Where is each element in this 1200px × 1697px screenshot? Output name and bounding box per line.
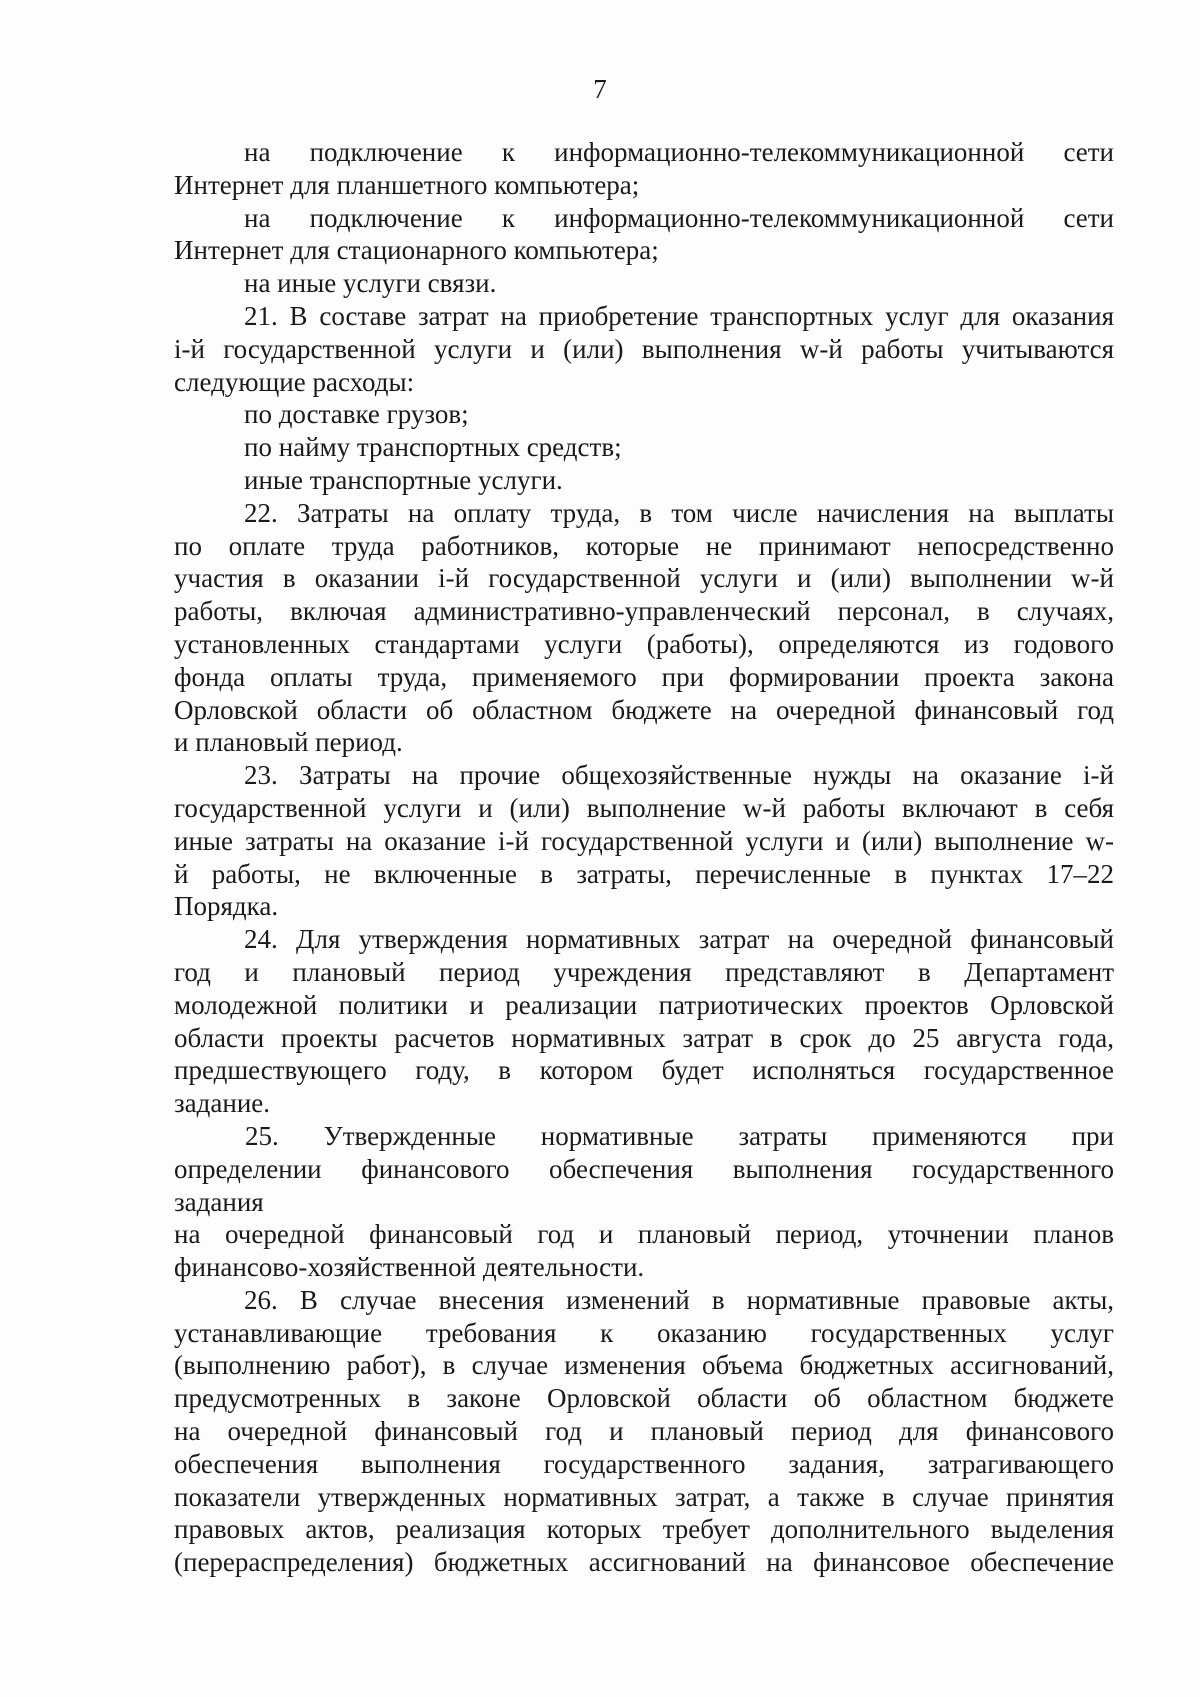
text-line: устанавливающие требования к оказанию государственных услуг [174,1317,1114,1348]
text-line: на очередной финансовый год и плановый период для финансового [174,1416,1114,1447]
text-line: фонда оплаты труда, применяемого при формировании проекта закона [174,661,1114,692]
text-line: по оплате труда работников, которые не принимают непосредственно [174,530,1114,561]
text-line: определении финансового обеспечения выполнения государственного [174,1153,1114,1184]
text-line: 24. Для утверждения нормативных затрат на очередной финансовый [244,924,1114,955]
text-line: i-й государственной услуги и (или) выполнения w-й работы учитываются [174,333,1114,364]
text-line: установленных стандартами услуги (работы), определяются из годового [174,628,1114,659]
text-line: области проекты расчетов нормативных затрат в срок до 25 августа года, [174,1022,1114,1053]
text-line: (перераспределения) бюджетных ассигнований на финансовое обеспечение [174,1547,1114,1578]
text-line: правовых актов, реализация которых требует дополнительного выделения [174,1514,1114,1545]
text-line: 25. Утвержденные нормативные затраты применяются при [245,1120,1114,1151]
text-line: работы, включая административно-управленческий персонал, в случаях, [174,596,1114,627]
text-line: на подключение к информационно-телекоммуникационной сети [244,137,1114,167]
text-line: государственной услуги и (или) выполнение w-й работы включают в себя [174,792,1114,823]
text-line: 26. В случае внесения изменений в нормативные правовые акты, [244,1284,1114,1315]
page-number: 7 [593,74,607,104]
text-line: и плановый период. [174,727,403,758]
text-line: предусмотренных в законе Орловской области об областном бюджете [174,1383,1114,1414]
text-line: на очередной финансовый год и плановый период, уточнении планов [174,1219,1114,1250]
text-line: следующие расходы: [174,366,415,397]
text-line: Интернет для планшетного компьютера; [174,169,640,200]
text-line: иные транспортные услуги. [244,464,563,495]
text-line: задание. [174,1088,271,1119]
text-line: на иные услуги связи. [244,268,497,299]
text-line: й работы, не включенные в затраты, перечисленные в пунктах 17–22 [174,858,1114,889]
text-line: молодежной политики и реализации патриотических проектов Орловской [174,989,1114,1020]
text-line: показатели утвержденных нормативных затрат, а также в случае принятия [174,1481,1114,1512]
text-line: предшествующего году, в котором будет исполняться государственное [174,1055,1114,1086]
text-line: финансово-хозяйственной деятельности. [174,1252,645,1283]
text-line: задания [174,1186,264,1217]
text-line: по доставке грузов; [244,399,469,430]
text-line: обеспечения выполнения государственного задания, затрагивающего [174,1448,1114,1479]
text-line: 23. Затраты на прочие общехозяйственные нужды на оказание i-й [244,760,1114,791]
text-line: Интернет для стационарного компьютера; [174,235,659,266]
text-line: год и плановый период учреждения представляют в Департамент [174,956,1114,987]
text-line: Порядка. [174,891,279,922]
text-line: на подключение к информационно-телекоммуникационной сети [244,202,1114,233]
text-line: по найму транспортных средств; [244,432,622,463]
document-body [174,136,1114,1579]
text-line: 21. В составе затрат на приобретение транспортных услуг для оказания [244,300,1114,331]
text-line: (выполнению работ), в случае изменения объема бюджетных ассигнований, [174,1350,1114,1381]
text-line: Орловской области об областном бюджете на очередной финансовый год [174,694,1114,725]
text-line: иные затраты на оказание i-й государственной услуги и (или) выполнение w- [174,825,1114,856]
text-line: участия в оказании i-й государственной услуги и (или) выполнении w-й [174,563,1114,594]
text-line: 22. Затраты на оплату труда, в том числе начисления на выплаты [244,497,1114,528]
